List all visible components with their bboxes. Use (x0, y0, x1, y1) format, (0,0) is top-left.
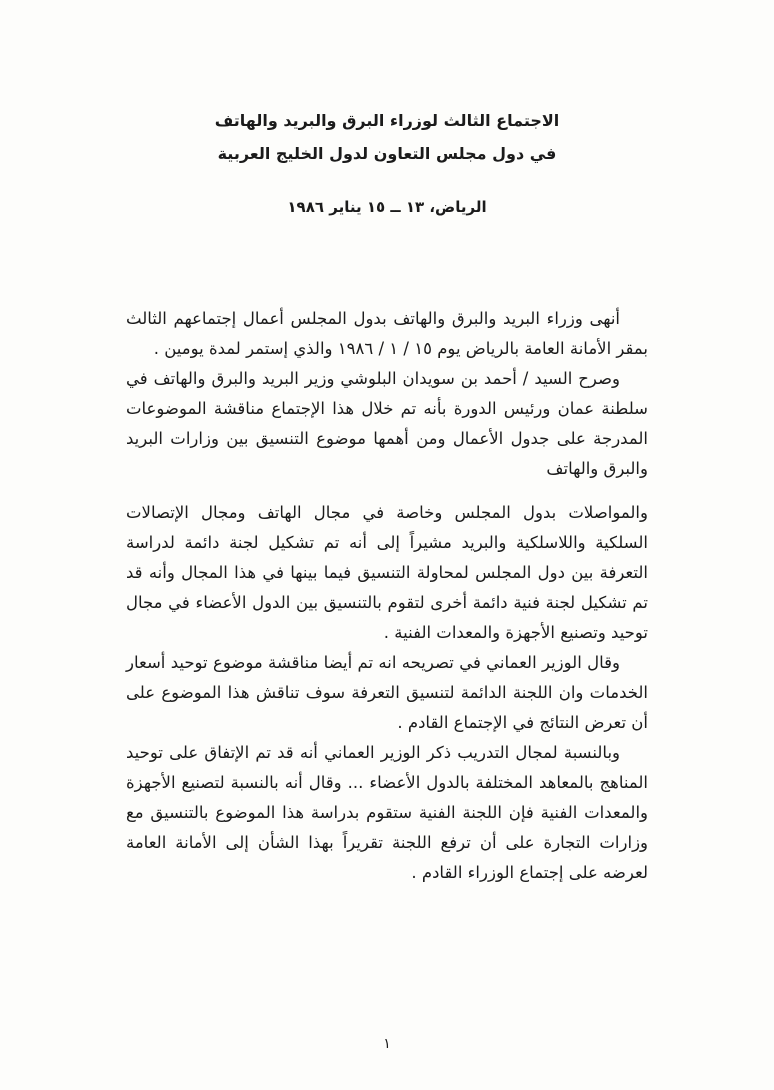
document-date: الرياض، ١٣ ــ ١٥ يناير ١٩٨٦ (287, 198, 487, 216)
document-header (0, 0, 774, 216)
document-title-line-1: الاجتماع الثالث لوزراء البرق والبريد والهاتف (214, 111, 560, 130)
paragraph-1: أنهى وزراء البريد والبرق والهاتف بدول المجلس أعمال إجتماعهم الثالث بمقر الأمانة العامة بالرياض يوم ١٥ / ١ / ١٩٨٦ والذي إستمر لمدة يومين . (126, 309, 648, 358)
page-number: ١ (383, 1036, 391, 1052)
paragraph-4: وقال الوزير العماني في تصريحه انه تم أيضا مناقشة موضوع توحيد أسعار الخدمات وان اللجنة الدائمة لتنسيق التعرفة سوف تناقش هذا الموضوع على أن تعرض النتائج في الإجتماع القادم . (126, 653, 648, 732)
paragraph-5: وبالنسبة لمجال التدريب ذكر الوزير العماني أنه قد تم الإتفاق على توحيد المناهج بالمعاهد المختلفة بالدول الأعضاء ... وقال أنه بالنسبة لتصنيع الأجهزة والمعدات الفنية فإن اللجنة الفنية ستقوم بدراسة هذا الموضوع بالتنسيق مع وزارات التجارة على أن ترفع اللجنة تقريراً بهذا الشأن إلى الأمانة العامة لعرضه على إجتماع الوزراء القادم . (126, 743, 648, 882)
document-body (126, 304, 648, 888)
paragraph-3: والمواصلات بدول المجلس وخاصة في مجال الهاتف ومجال الإتصالات السلكية واللاسلكية والبريد مشيراً إلى أنه تم تشكيل لجنة دائمة لدراسة التعرفة بين دول المجلس لمحاولة التنسيق فيما بينها في هذا المجال وأنه قد تم تشكيل لجنة فنية دائمة أخرى لتقوم بالتنسيق بين الدول الأعضاء في مجال توحيد وتصنيع الأجهزة والمعدات الفنية . (126, 503, 648, 642)
document-title-line-2: في دول مجلس التعاون لدول الخليج العربية (217, 144, 557, 163)
paragraph-2: وصرح السيد / أحمد بن سويدان البلوشي وزير البريد والبرق والهاتف في سلطنة عمان ورئيس الدورة بأنه تم خلال هذا الإجتماع مناقشة الموضوعات المدرجة على جدول الأعمال ومن أهمها موضوع التنسيق بين وزارات البريد والبرق والهاتف (126, 369, 648, 478)
